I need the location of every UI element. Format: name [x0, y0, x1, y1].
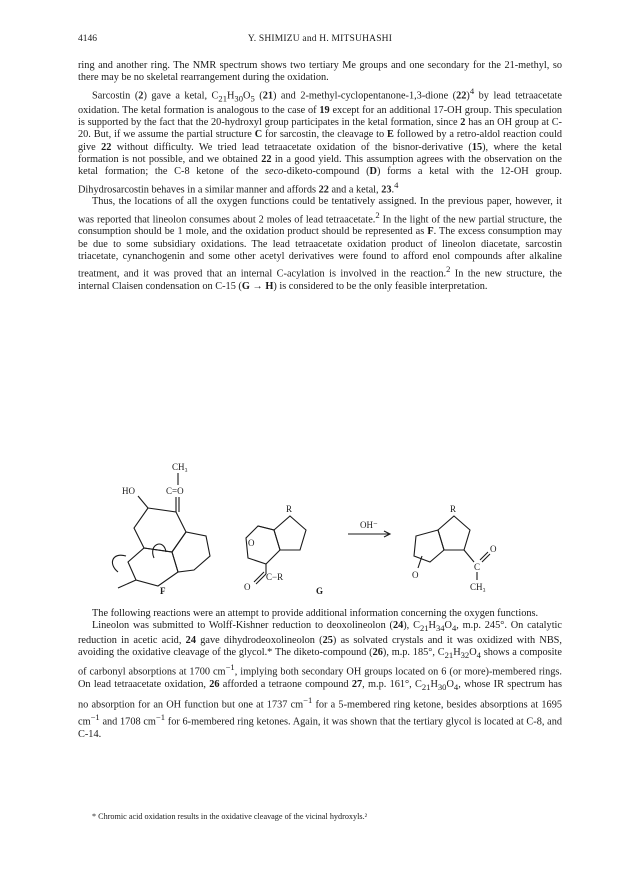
structure-g	[244, 504, 323, 596]
paragraphs_bottom-paragraph: The following reactions were an attempt to provide additional information concerning the oxygen functions.	[92, 608, 539, 619]
paragraphs_top-paragraph: Sarcostin (2) gave a ketal, $C_{21}H_{30}O_5$ (21) and 2-methyl-cyclopentanone-1,3-dione $(22)^4$ by lead tetraacetate oxidation. The ketal formation is analogous to the case of 19 except for an additional 17-OH group. This speculation is supported by the fact that the 20-hydroxyl group participates in the ketal formation, since 2 has an OH group at C-20. But, if we assume the partial structure C for sarcostin, the cleavage to E followed by a retro-aldol reaction could give 22 without difficulty. We tried lead tetraacetate oxidation of the bisnor-derivative (15), where the ketal formation is not possible, and we obtained 22 in a good yield. This assumption agrees with the observation on the ketal formation; the C-8 ketone of the seco-diketo-compound (D) forms a ketal with the 12-OH group. Dihydrosarcostin behaves in a similar manner and affords 22 and a ketal, 23.$^4$	[78, 85, 563, 195]
structure-h	[412, 504, 497, 592]
h-o2-label: O	[490, 544, 497, 554]
g-label: G	[316, 586, 324, 596]
body-text-bottom	[78, 608, 562, 742]
paragraphs_top-paragraph: Thus, the locations of all the oxygen functions could be tentatively assigned. In the previous paper, however, it was reported that lineolon consumes about 2 moles of lead tetraacetate.$^2$ In the light of the new partial structure, the consumption should be 1 mole, and the oxidation product should be represented as F. The excess consumption may be due to some subsidiary oxidations. The lead tetraacetate oxidation product of lineolon diacetate, sarcostin triacetate, cynanchogenin and some other acetyl derivatives were found to afford enol compounds after alkaline treatment, and it was proved that an internal C-acylation is involved in the reaction.$^2$ In the new structure, the internal Claisen condensation on C-15 (G → H) is considered to be the only feasible interpretation.	[78, 196, 562, 293]
h-ch3-label: CH₃	[470, 582, 486, 592]
page-header	[78, 34, 562, 48]
f-carbonyl-label: C=O	[166, 486, 184, 496]
body-text-top	[78, 60, 562, 294]
structure-f	[112, 462, 210, 596]
paragraphs_bottom-paragraph: Lineolon was submitted to Wolff-Kishner reduction to deoxolineolon (24), $C_{21}H_{34}O_4$, m.p. 245°. On catalytic reduction in acetic acid, 24 gave dihydrodeoxolineolon (25) as solvated crystals and it was oxidized with NBS, avoiding the oxidative cleavage of the glycol.* The diketo-compound (26), m.p. 185°, $C_{21}H_{32}O_4$ shows a composite of carbonyl absorptions at 1700 $cm^{-1}$, implying both secondary OH groups located on 6 (or more)-membered rings. On lead tetraacetate oxidation, 26 afforded a tetraone compound 27, m.p. 161°, $C_{21}H_{30}O_4$, whose IR spectrum has no absorption for an OH function but one at 1737 $cm^{-1}$ for a 5-membered ring ketone, besides absorptions at 1695 $cm^{-1}$ and 1708 $cm^{-1}$ for 6-membered ring ketones. Again, it was shown that the tertiary glycol is located at C-8, and C-14.	[78, 620, 562, 741]
structure-figure	[78, 452, 562, 598]
footnote	[78, 812, 562, 822]
f-label: F	[160, 586, 166, 596]
reaction-arrow	[348, 520, 390, 537]
h-c-label: C	[474, 562, 481, 572]
running-head: Y. SHIMIZU and H. MITSUHASHI	[247, 34, 393, 44]
g-r-label: R	[286, 504, 293, 514]
h-r-label: R	[450, 504, 457, 514]
page-number: 4146	[78, 34, 97, 44]
chemical-structures	[78, 452, 562, 598]
g-o2-label: O	[244, 582, 251, 592]
f-ho-label: HO	[122, 486, 135, 496]
g-cr-label: C−R	[266, 572, 284, 582]
f-ch3-label: CH₃	[172, 462, 188, 472]
g-o-label: O	[248, 538, 255, 548]
footnote-text: * Chromic acid oxidation results in the oxidative cleavage of the vicinal hydroxyls.²	[92, 812, 368, 821]
paragraphs_top-paragraph: ring and another ring. The NMR spectrum shows two tertiary Me groups and one secondary for the 21-methyl, so there may be no skeletal rearrangement during the oxidation.	[78, 60, 562, 84]
h-o-label: O	[412, 570, 419, 580]
arrow-label: OH⁻	[360, 520, 378, 530]
